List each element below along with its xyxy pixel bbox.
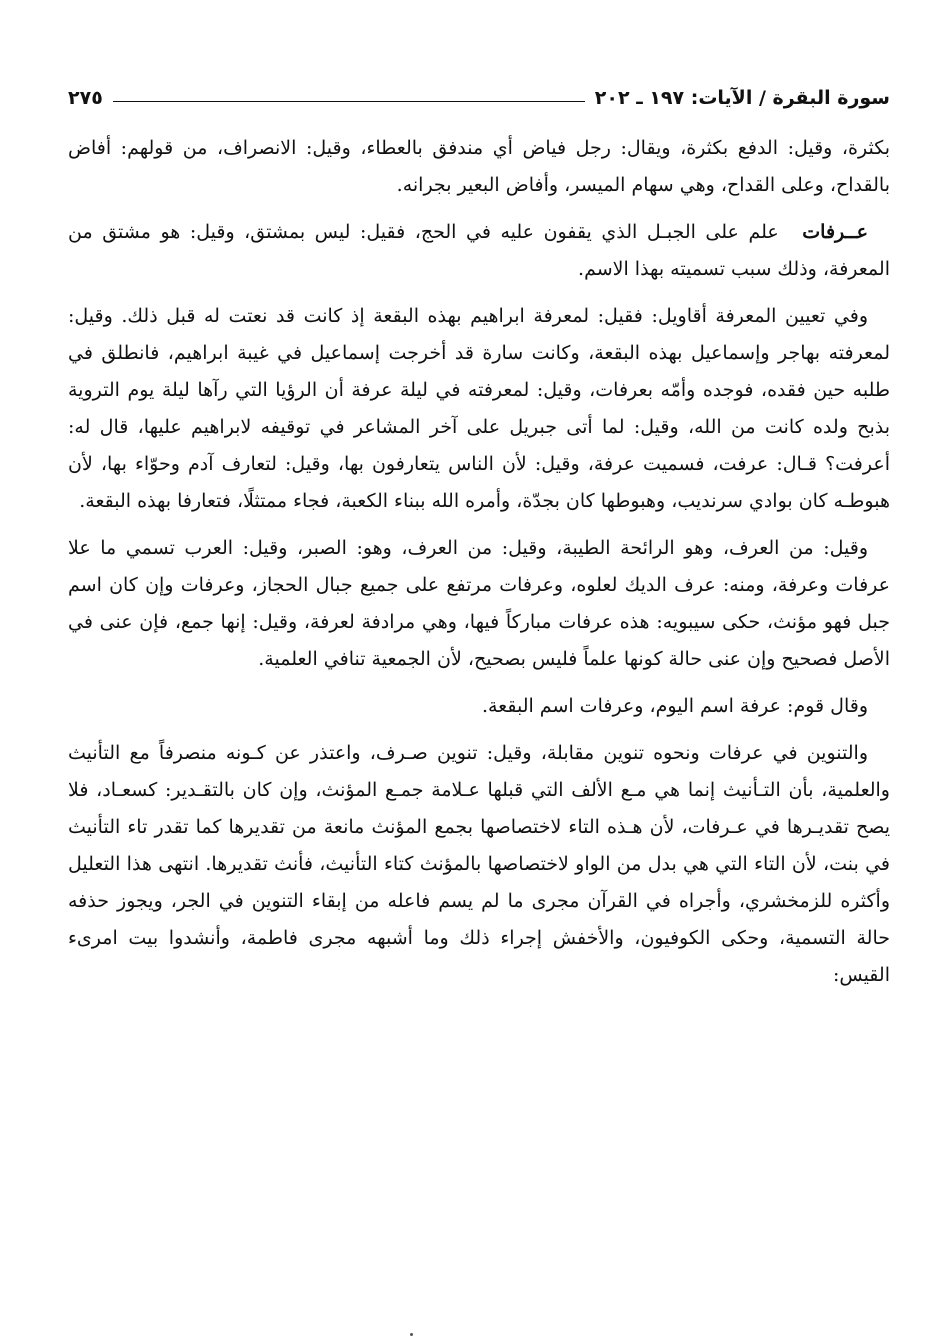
paragraph [68,735,890,994]
header-rule [113,101,585,102]
book-page [68,76,890,1316]
paragraph [68,130,890,204]
running-header [68,76,890,120]
paragraph-text: وقال قوم: عرفة اسم اليوم، وعرفات اسم البقعة. [481,695,868,717]
paragraph [68,214,890,288]
paragraph [68,688,890,725]
paragraph-text: علم على الجبـل الذي يقفون عليه في الحج، فقيل: ليس بمشتق، وقيل: هو مشتق من المعرفة، وذلك سبب تسميته بهذا الاسم. [68,221,890,280]
paragraph-text: وفي تعيين المعرفة أقاويل: فقيل: لمعرفة ابراهيم بهذه البقعة إذ كانت قد نعتت له قبل ذلك. وقيل: لمعرفته بهاجر وإسماعيل بهذه البقعة، وكانت سارة قد أخرجت إسماعيل في غيبة ابراهيم، فانطلق في طلبه حين فقده، فوجده وأمّه بعرفات، وقيل: لمعرفته في ليلة عرفة أن الرؤيا التي رآها ليلة يوم التروية بذبح ولده كانت من الله، وقيل: لما أتى جبريل على آخر المشاعر في توقيفه لابراهيم عليها، قال له: أعرفت؟ قـال: عرفت، فسميت عرفة، وقيل: لأن الناس يتعارفون بها، وقيل: لتعارف آدم وحوّاء بها، لأن هبوطـه كان بوادي سرنديب، وهبوطها كان بجدّة، وأمره الله ببناء الكعبة، فجاء ممتثلًا، فتعارفا بهذه البقعة. [68,305,890,512]
entry-term: عــرفات [802,221,868,243]
paragraph-text: والتنوين في عرفات ونحوه تنوين مقابلة، وقيل: تنوين صـرف، واعتذر عن كـونه منصرفاً مع التأنيث والعلمية، بأن التـأنيث إنما هي مـع الألف التي قبلها عـلامة جمـع المؤنث، وإن كان بالتقـدير: كسعـاد، فلا يصح تقديـرها في عـرفات، لأن هـذه التاء لاختصاصها بجمع المؤنث مانعة من تقديرها كما تقدر تاء التأنيث في بنت، لأن التاء التي هي بدل من الواو لاختصاصها بالمؤنث كتاء التأنيث، فأنث تقديرها. انتهى هذا التعليل وأكثره للزمخشري، وأجراه في القرآن مجرى ما لم يسم فاعله من إبقاء التنوين في الجر، ويجوز حذفه حالة التسمية، وحكى الكوفيون، والأخفش إجراء ذلك وما أشبهه مجرى فاطمة، وأنشدوا بيت امرىء القيس: [68,742,890,986]
paragraph-text: بكثرة، وقيل: الدفع بكثرة، ويقال: رجل فياض أي مندفق بالعطاء، وقيل: الانصراف، من قولهم: أفاض بالقداح، وعلى القداح، وهي سهام الميسر، وأفاض البعير بجرانه. [68,137,890,196]
page-mark [410,1333,413,1336]
page-number: ٢٧٥ [68,87,103,109]
page-body [68,130,890,994]
paragraph-text: وقيل: من العرف، وهو الرائحة الطيبة، وقيل: من العرف، وهو: الصبر، وقيل: العرب تسمي ما علا عرفات وعرفة، ومنه: عرف الديك لعلوه، وعرفات مرتفع على جميع جبال الحجاز، وعرفات وإن كان اسم جبل فهو مؤنث، حكى سيبويه: هذه عرفات مباركاً فيها، وهي مرادفة لعرفة، وقيل: إنها جمع، فإن عنى في الأصل فصحيح وإن عنى حالة كونها علماً فليس بصحيح، لأن الجمعية تنافي العلمية. [68,537,890,670]
header-title: سورة البقرة / الآيات: ١٩٧ ـ ٢٠٢ [594,87,890,109]
paragraph [68,298,890,520]
paragraph [68,530,890,678]
